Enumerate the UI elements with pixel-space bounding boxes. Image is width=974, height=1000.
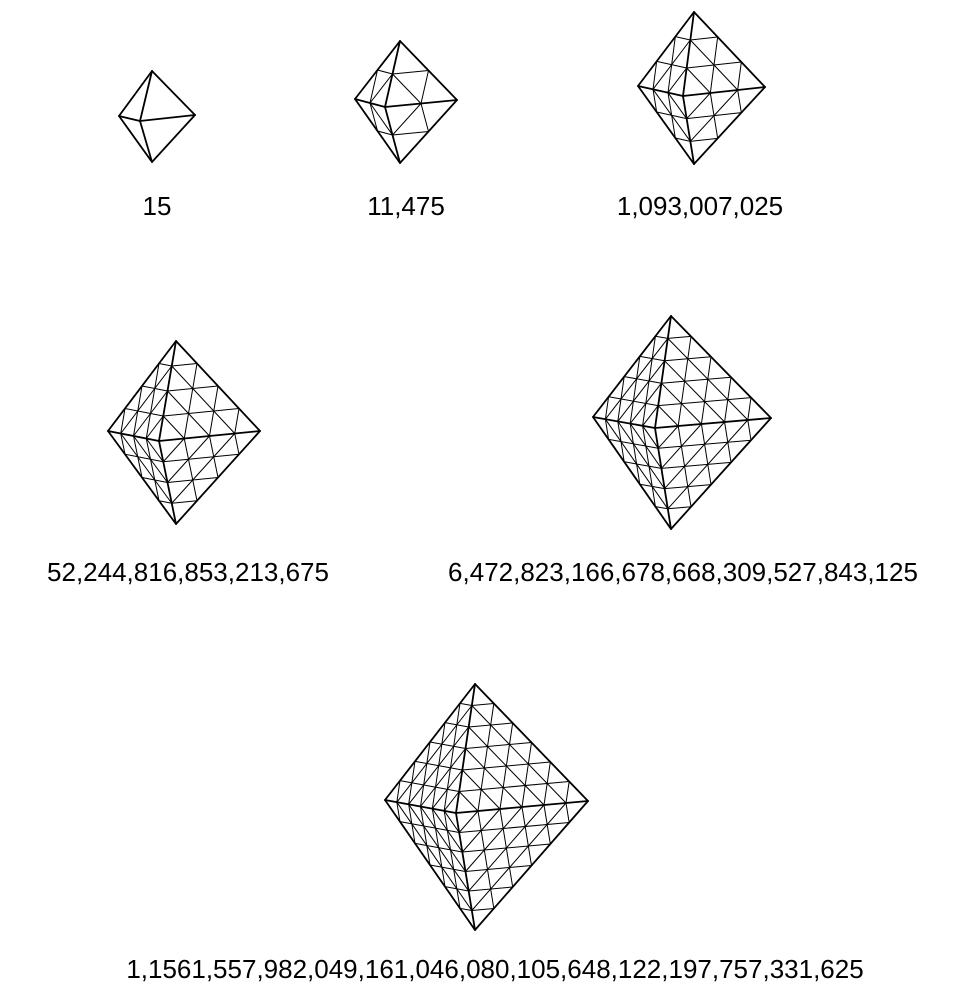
grid-line	[566, 803, 569, 823]
grid-line	[459, 782, 569, 792]
grid-line	[630, 424, 640, 485]
grid-line	[738, 62, 742, 90]
edge-line	[355, 99, 400, 163]
octahedron-3	[638, 12, 765, 164]
edge-line	[108, 341, 176, 431]
edge-line	[694, 12, 765, 87]
edge-line	[140, 115, 195, 121]
grid-line	[466, 866, 532, 872]
grid-line	[121, 366, 172, 434]
grid-line	[748, 420, 751, 440]
grid-line	[643, 426, 656, 507]
grid-line	[378, 70, 393, 74]
grid-line	[668, 507, 691, 509]
grid-line	[163, 416, 184, 439]
octahedron-6	[385, 684, 588, 930]
grid-line	[668, 336, 691, 338]
edge-line	[475, 801, 588, 930]
grid-line	[522, 807, 532, 866]
grid-line	[421, 807, 431, 866]
grid-line	[687, 93, 711, 119]
grid-line	[624, 462, 661, 469]
grid-line	[430, 742, 466, 749]
edge-line	[140, 121, 152, 162]
grid-line	[235, 409, 239, 434]
grid-line	[400, 822, 459, 833]
grid-line	[690, 37, 717, 40]
edge-line	[119, 116, 152, 162]
octahedron-5	[593, 316, 771, 529]
grid-line	[687, 68, 711, 93]
edge-line	[683, 87, 765, 96]
edge-line	[385, 684, 475, 800]
grid-line	[675, 37, 690, 40]
grid-line	[459, 811, 478, 833]
grid-line	[566, 782, 569, 804]
grid-line	[460, 703, 472, 705]
grid-line	[421, 104, 429, 132]
grid-line	[472, 803, 566, 911]
grid-line	[430, 865, 466, 872]
grid-line	[522, 743, 532, 808]
grid-line	[748, 398, 751, 420]
edge-line	[671, 316, 771, 418]
edge-line	[638, 86, 694, 164]
edge-line	[456, 813, 475, 930]
octahedron-2	[355, 41, 457, 163]
grid-line	[159, 364, 172, 367]
grid-line	[393, 132, 429, 136]
grid-line	[146, 364, 159, 439]
grid-line	[661, 377, 731, 383]
edge-line	[456, 801, 588, 813]
grid-line	[472, 704, 494, 706]
edge-line	[385, 107, 400, 163]
grid-line	[235, 434, 239, 455]
grid-line	[459, 823, 569, 833]
grid-line	[393, 74, 422, 104]
count-label-6: 1,1561,557,982,049,161,046,080,105,648,122,197,757,331,625	[126, 954, 864, 984]
grid-line	[658, 426, 678, 448]
grid-line	[172, 364, 197, 367]
grid-line	[690, 138, 717, 141]
grid-line	[738, 90, 742, 113]
grid-line	[466, 743, 532, 749]
count-label-5: 6,472,823,166,678,668,309,527,843,125	[448, 557, 918, 587]
grid-line	[466, 749, 523, 808]
count-label-1: 15	[142, 191, 172, 221]
grid-line	[472, 909, 494, 911]
grid-line	[624, 377, 661, 384]
edge-line	[152, 115, 195, 162]
grid-line	[184, 364, 197, 439]
edge-line	[159, 431, 260, 441]
grid-line	[125, 409, 163, 417]
edge-line	[400, 100, 457, 163]
grid-line	[661, 462, 731, 468]
edge-line	[683, 96, 694, 164]
grid-line	[459, 792, 478, 812]
octahedron-4	[108, 341, 260, 524]
grid-line	[172, 501, 197, 504]
grid-line	[163, 409, 239, 417]
edge-line	[475, 684, 588, 801]
grid-line	[393, 104, 422, 136]
edge-line	[176, 431, 260, 524]
count-label-3: 1,093,007,025	[616, 191, 784, 221]
grid-line	[172, 366, 235, 434]
grid-line	[163, 439, 184, 462]
grid-line	[163, 454, 239, 462]
grid-line	[701, 357, 711, 424]
grid-line	[393, 71, 429, 75]
edge-line	[385, 100, 457, 107]
grid-line	[665, 361, 725, 422]
count-label-4: 52,244,816,853,213,675	[47, 557, 329, 587]
octahedron-1	[119, 71, 195, 162]
edge-line	[159, 341, 176, 441]
count-label-2: 11,475	[367, 191, 445, 221]
grid-line	[658, 406, 678, 426]
grid-line	[618, 421, 665, 488]
grid-line	[421, 71, 429, 104]
grid-line	[184, 439, 197, 501]
edge-line	[176, 341, 260, 431]
grid-line	[701, 424, 711, 485]
edge-line	[152, 71, 195, 115]
grid-line	[655, 336, 667, 338]
grid-line	[668, 338, 748, 420]
